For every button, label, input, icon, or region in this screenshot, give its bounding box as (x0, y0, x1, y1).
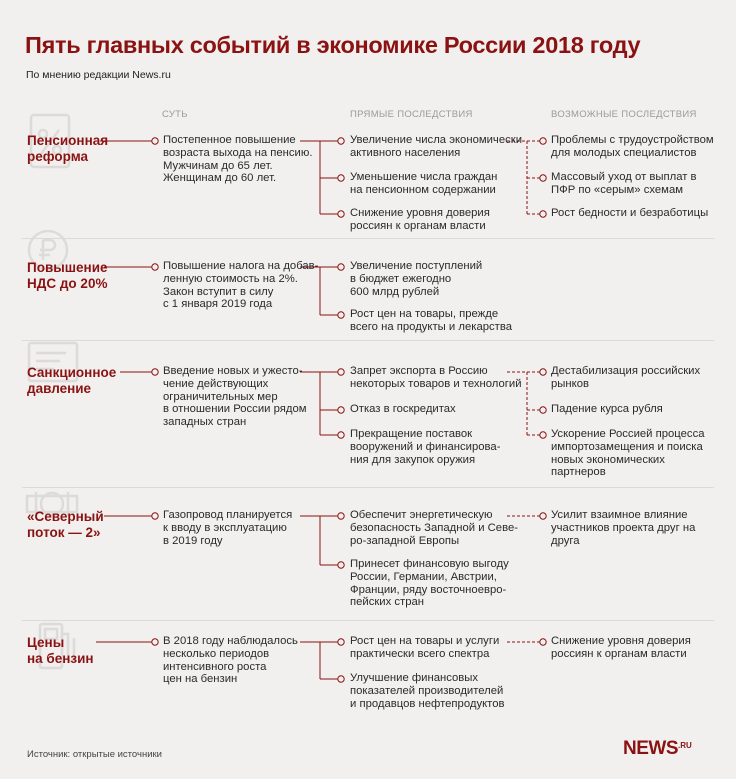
possible-consequence: Усилит взаимное влияние участников проекта друг на друга (551, 509, 696, 547)
direct-consequence: Улучшение финансовых показателей производителей и продавцов нефтепродуктов (350, 672, 505, 710)
possible-consequence: Ускорение Россией процесса импортозамещения и поиска новых экономических партнеров (551, 428, 705, 479)
event-title-sanctions: Санкционное давление (27, 365, 117, 396)
event-title-vat: Повышение НДС до 20% (27, 260, 108, 291)
connector-node (152, 639, 158, 645)
event-essence-vat: Повышение налога на добав- ленную стоимость на 2%. Закон вступит в силу с 1 января 2019 года (163, 260, 319, 311)
direct-consequence: Увеличение поступлений в бюджет ежегодно 600 млрд рублей (350, 260, 483, 298)
connector-node (338, 676, 344, 682)
column-header-direct: ПРЯМЫЕ ПОСЛЕДСТВИЯ (350, 109, 473, 120)
connector-node (338, 138, 344, 144)
direct-consequence: Увеличение числа экономически активного населения (350, 134, 523, 159)
connector-node (540, 369, 546, 375)
connector-node (338, 312, 344, 318)
event-essence-fuel-prices: В 2018 году наблюдалось несколько периодов интенсивного роста цен на бензин (163, 635, 298, 686)
direct-consequence: Принесет финансовую выгоду России, Германии, Австрии, Франции, ряду восточноевро- пейских стран (350, 558, 509, 609)
connector-node (540, 175, 546, 181)
source-note: Источник: открытые источники (27, 749, 162, 760)
event-essence-nord-stream: Газопровод планируется к вводу в эксплуатацию в 2019 году (163, 509, 293, 547)
event-essence-pension: Постепенное повышение возраста выхода на пенсию. Мужчинам до 65 лет. Женщинам до 60 лет. (163, 134, 313, 185)
page-title: Пять главных событий в экономике России 2018 году (25, 32, 641, 58)
direct-consequence: Обеспечит энергетическую безопасность Западной и Севе- ро-западной Европы (350, 509, 519, 547)
connector-node (338, 562, 344, 568)
possible-consequence: Проблемы с трудоустройством для молодых специалистов (551, 134, 714, 159)
connector-node (338, 264, 344, 270)
direct-consequence: Прекращение поставок вооружений и финансирова- ния для закупок оружия (350, 428, 501, 466)
news-ru-logo: $NEWS^{.RU}$ (623, 738, 692, 759)
direct-consequence: Рост цен на товары и услуги практически всего спектра (350, 635, 500, 660)
possible-consequence: Массовый уход от выплат в ПФР по «серым» схемам (551, 171, 697, 196)
column-header-essence: СУТЬ (162, 109, 188, 120)
column-header-possible: ВОЗМОЖНЫЕ ПОСЛЕДСТВИЯ (551, 109, 697, 120)
connector-node (338, 432, 344, 438)
connector-node (338, 175, 344, 181)
connector-node (338, 407, 344, 413)
connector-node (152, 138, 158, 144)
direct-consequence: Снижение уровня доверия россиян к органам власти (350, 207, 490, 232)
direct-consequence: Уменьшение числа граждан на пенсионном содержании (350, 171, 498, 196)
possible-consequence: Падение курса рубля (551, 403, 663, 415)
connector-node (338, 513, 344, 519)
connector-node (540, 407, 546, 413)
connector-node (338, 639, 344, 645)
connector-node (540, 513, 546, 519)
possible-consequence: Дестабилизация российских рынков (551, 365, 701, 390)
connector-node (338, 369, 344, 375)
connector-node (540, 432, 546, 438)
possible-consequence: Рост бедности и безработицы (551, 207, 709, 219)
connector-node (540, 639, 546, 645)
event-title-pension: Пенсионная реформа (27, 133, 109, 164)
page-subtitle: По мнению редакции News.ru (26, 69, 171, 81)
event-essence-sanctions: Введение новых и ужесто- чение действующих ограничительных мер в отношении России рядом западных стран (163, 365, 307, 429)
connector-node (540, 211, 546, 217)
event-title-fuel-prices: Цены на бензин (27, 635, 94, 666)
direct-consequence: Рост цен на товары, прежде всего на продукты и лекарства (350, 308, 512, 333)
direct-consequence: Отказ в госкредитах (350, 403, 456, 415)
connector-node (152, 264, 158, 270)
connector-node (152, 369, 158, 375)
event-title-nord-stream: «Северный поток — 2» (27, 509, 104, 540)
direct-consequence: Запрет экспорта в Россию некоторых товаров и технологий (350, 365, 522, 390)
connector-node (540, 138, 546, 144)
connector-node (152, 513, 158, 519)
connector-node (338, 211, 344, 217)
possible-consequence: Снижение уровня доверия россиян к органам власти (551, 635, 691, 660)
